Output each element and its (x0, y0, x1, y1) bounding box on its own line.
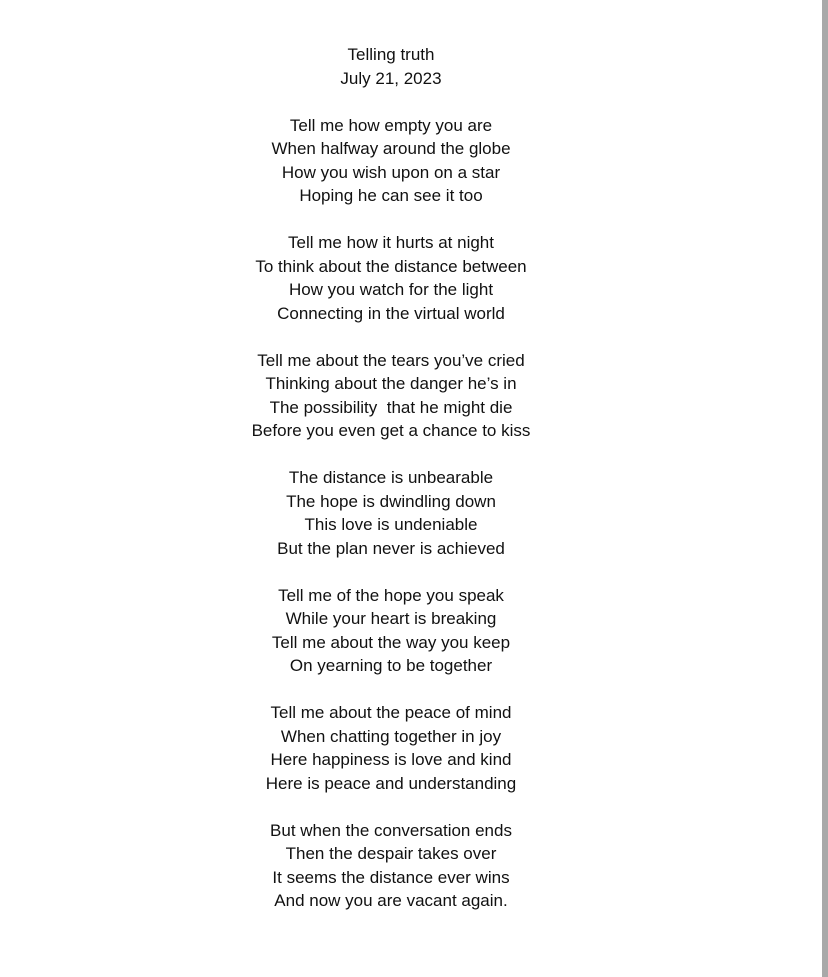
poem-line: Tell me how it hurts at night (288, 233, 494, 252)
poem-line: Connecting in the virtual world (277, 303, 505, 323)
blank-line (0, 90, 782, 114)
stanza-5 (0, 584, 782, 678)
stanza-3 (0, 349, 782, 443)
poem-line: The hope is dwindling down (286, 491, 496, 511)
poem-line: But the plan never is achieved (277, 538, 505, 558)
stanza-1 (0, 114, 782, 208)
poem-line: Tell me how empty you are (289, 115, 493, 135)
poem-line: When chatting together in joy (280, 726, 502, 746)
poem-line: How you watch for the light (288, 280, 494, 299)
poem-line: But when the conversation ends (270, 820, 512, 840)
poem-line: Here happiness is love and kind (270, 750, 512, 769)
poem-line: The distance is unbearable (288, 468, 494, 487)
stanza-2 (0, 231, 782, 325)
blank-line (0, 560, 782, 584)
poem-line: Tell me about the tears you’ve cried (257, 350, 525, 370)
stanza-6 (0, 701, 782, 795)
poem-line: The possibility that he might die (269, 397, 513, 417)
blank-line (0, 208, 782, 232)
poem-line: How you wish upon on a star (281, 162, 501, 182)
poem-line: Tell me about the peace of mind (270, 703, 512, 722)
poem-line: When halfway around the globe (271, 139, 511, 158)
poem-line: Tell me about the way you keep (271, 632, 511, 652)
poem-line: It seems the distance ever wins (272, 867, 510, 887)
blank-line (0, 795, 782, 819)
poem-line: Here is peace and understanding (265, 773, 517, 793)
poem-line: Before you even get a chance to kiss (251, 421, 531, 440)
poem-line: Thinking about the danger he’s in (265, 374, 517, 393)
blank-line (0, 678, 782, 702)
blank-line (0, 443, 782, 467)
poem-line: On yearning to be together (289, 656, 493, 675)
stanza-7 (0, 819, 782, 913)
poem-line: This love is undeniable (304, 515, 478, 534)
poem-line: Hoping he can see it too (299, 186, 483, 205)
poem-line: Tell me of the hope you speak (278, 585, 504, 605)
poem-body (0, 43, 782, 913)
poem-line: Then the despair takes over (285, 844, 497, 863)
window-edge (822, 0, 828, 977)
poem-line: While your heart is breaking (285, 609, 497, 628)
poem-line: And now you are vacant again. (274, 891, 508, 910)
poem-line: To think about the distance between (255, 256, 527, 276)
poem-title: Telling truth (347, 45, 435, 64)
stanza-4 (0, 466, 782, 560)
poem-date: July 21, 2023 (340, 68, 442, 88)
blank-line (0, 325, 782, 349)
